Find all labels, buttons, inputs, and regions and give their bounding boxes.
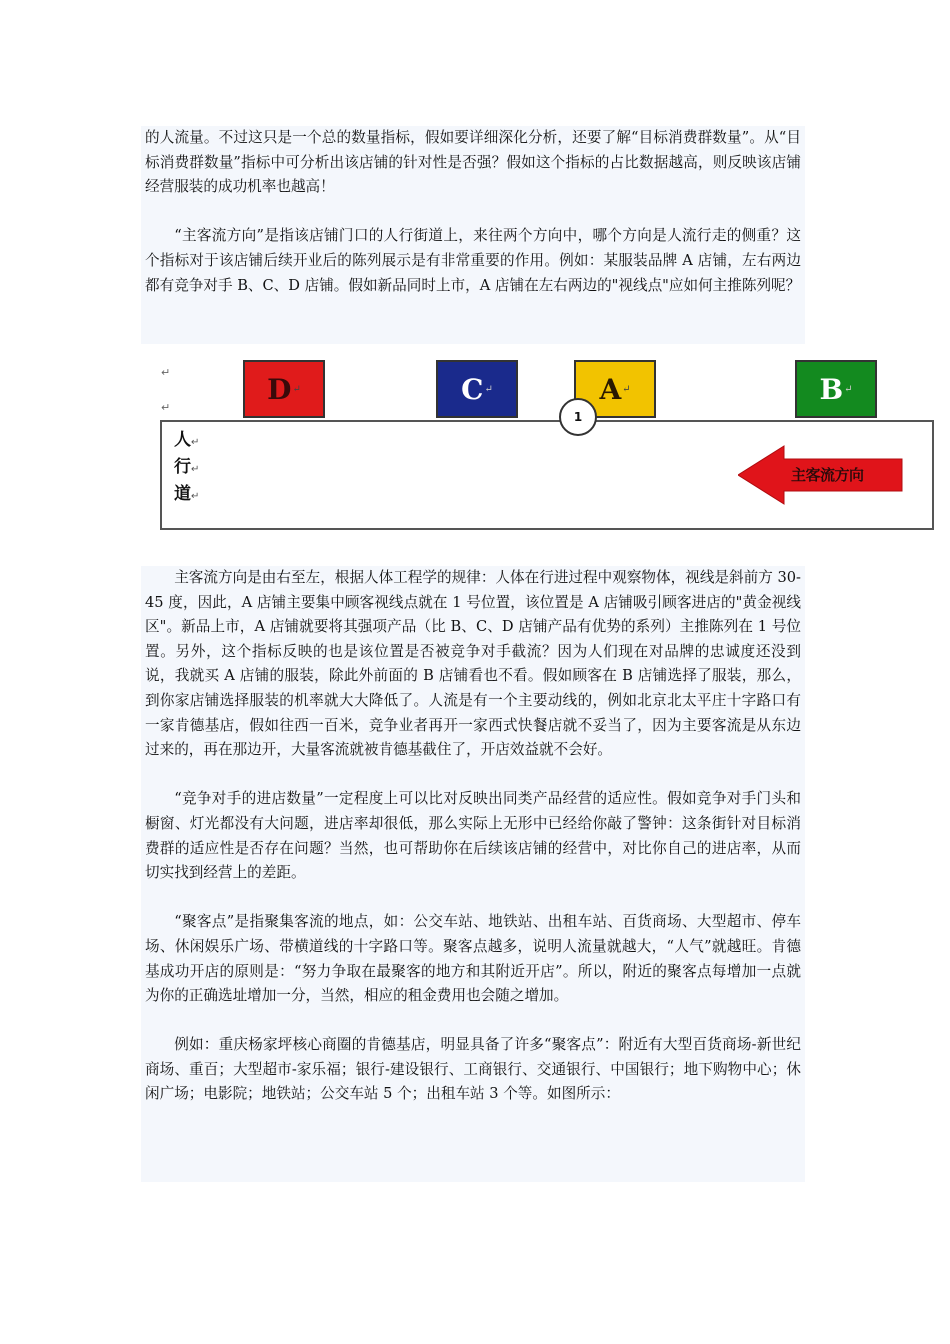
store-d-block: D ↵: [243, 360, 325, 418]
paragraph-mark: ↵: [161, 366, 171, 379]
store-a-letter: A: [599, 372, 622, 406]
paragraph-flow-explanation: 主客流方向是由右至左，根据人体工程学的规律：人体在行进过程中观察物体，视线是斜前方 30-45 度，因此，A 店铺主要集中顾客视线点就在 1 号位置，该位置是 A 店铺吸引顾客进店的"黄金视线区"。新品上市，A 店铺就要将其强项产品（比 B、C、D 店铺产品有优势的系列）主推陈列在 1 号位置。另外，这个指标反映的也是该位置是否被竞争对手截流？因为人们现在对品牌的忠诚度还没到说，我就买 A 店铺的服装，除此外前面的 B 店铺看也不看。假如顾客在 B 店铺选择了服装，那么，到你家店铺选择服装的机率就大大降低了。人流是有一个主要动线的，例如北京北太平庄十字路口有一家肯德基店，假如往西一百米，竞争业者再开一家西式快餐店就不妥当了，因为主要客流是从东边过来的，再在那边开，大量客流就被肯德基截住了，开店效益就不会好。: [145, 569, 801, 759]
paragraph-competitor-entries: “竞争对手的进店数量”一定程度上可以比对反映出同类产品经营的适应性。假如竞争对手门头和橱窗、灯光都没有大问题，进店率却很低，那么实际上无形中已经给你敲了警钟：这条街针对目标消费群的适应性是否存在问题？当然，也可帮助你在后续该店铺的经营中，对比你自己的进店率，从而切实找到经营上的差距。: [145, 790, 801, 882]
paragraph-gathering-points: “聚客点”是指聚集客流的地点，如：公交车站、地铁站、出租车站、百货商场、大型超市、停车场、休闲娱乐广场、带横道线的十字路口等。聚客点越多，说明人流量就越大，“人气”就越旺。肯德基成功开店的原则是：“努力争取在最聚客的地方和其附近开店”。所以，附近的聚客点每增加一点就为你的正确选址增加一分，当然，相应的租金费用也会随之增加。: [145, 913, 801, 1005]
store-c-letter: C: [461, 372, 484, 406]
paragraph-continuation: 的人流量。不过这只是一个总的数量指标，假如要详细深化分析，还要了解“目标消费群数量”。从“目标消费群数量”指标中可分析出该店铺的针对性是否强？假如这个指标的占比数据越高，则反映该店铺经营服装的成功机率也越高！: [145, 129, 801, 196]
position-1-marker: 1: [559, 398, 597, 436]
walkway-label: 人↵ 行↵ 道↵: [174, 430, 200, 504]
store-d-letter: D: [267, 372, 292, 406]
store-c-block: C ↵: [436, 360, 518, 418]
store-b-block: B ↵: [795, 360, 877, 418]
paragraph-example: 例如：重庆杨家坪核心商圈的肯德基店，明显具备了许多“聚客点”：附近有大型百货商场-新世纪商场、重百；大型超市-家乐福；银行-建设银行、工商银行、交通银行、中国银行；地下购物中心；休闲广场；电影院；地铁站；公交车站 5 个；出租车站 3 个等。如图所示：: [145, 1036, 801, 1103]
text-section-bottom: [141, 566, 805, 1182]
store-b-letter: B: [819, 372, 844, 406]
paragraph-mark: ↵: [161, 401, 171, 414]
store-layout-diagram: [141, 344, 941, 544]
main-flow-label: 主客流方向: [791, 466, 864, 484]
paragraph-main-flow-direction: “主客流方向”是指该店铺门口的人行街道上，来往两个方向中，哪个方向是人流行走的侧重？这个指标对于该店铺后续开业后的陈列展示是有非常重要的作用。例如：某服装品牌 A 店铺，左右两边都有竞争对手 B、C、D 店铺。假如新品同时上市，A 店铺在左右两边的"视线点"应如何主推陈列呢？: [145, 227, 801, 294]
store-a-block: A ↵: [574, 360, 656, 418]
text-section-top: [141, 126, 805, 344]
